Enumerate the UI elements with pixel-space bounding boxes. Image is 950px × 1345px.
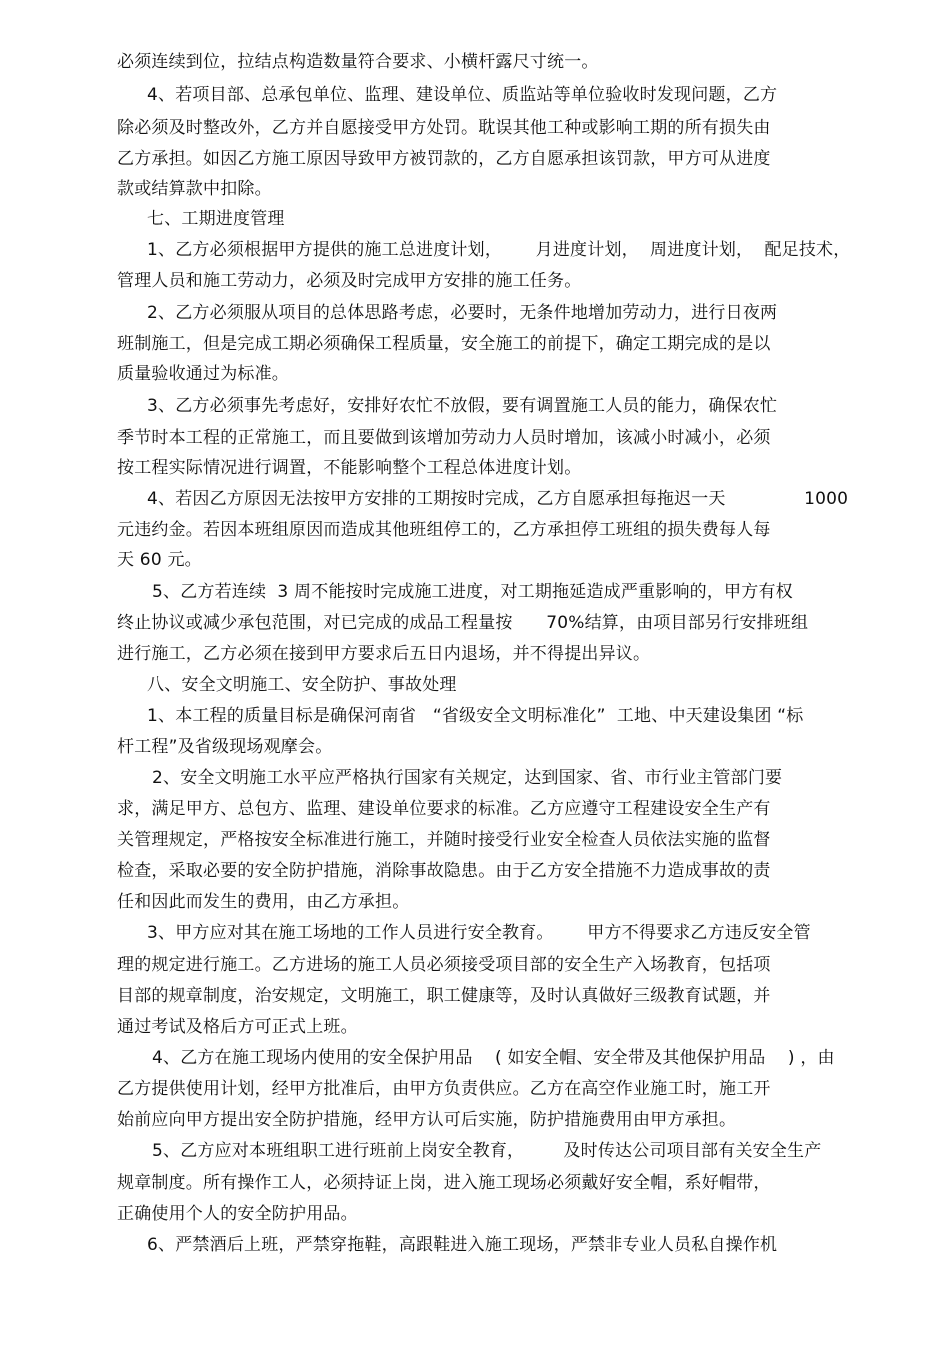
text-line: 检查，采取必要的安全防护措施，消除事故隐患。由于乙方安全措施不力造成事故的责 [117, 861, 771, 881]
text-line: 天 60 元。 [117, 550, 202, 570]
paragraph-start: 6、严禁酒后上班，严禁穿拖鞋，高跟鞋进入施工现场，严禁非专业人员私自操作机 [147, 1235, 778, 1255]
paragraph-start: 3、甲方应对其在施工场地的工作人员进行安全教育。 甲方不得要求乙方违反安全管 [147, 923, 811, 943]
text-line: 乙方提供使用计划，经甲方批准后，由甲方负责供应。乙方在高空作业施工时，施工开 [117, 1079, 771, 1099]
text-line: 班制施工，但是完成工期必须确保工程质量，安全施工的前提下，确定工期完成的是以 [117, 334, 771, 354]
text-line: 按工程实际情况进行调置，不能影响整个工程总体进度计划。 [117, 458, 582, 478]
section-heading: 七、工期进度管理 [147, 209, 285, 229]
text-line: 任和因此而发生的费用，由乙方承担。 [117, 892, 410, 912]
text-line: 除必须及时整改外，乙方并自愿接受甲方处罚。耽误其他工种或影响工期的所有损失由 [117, 118, 771, 138]
text-line: 关管理规定，严格按安全标准进行施工，并随时接受行业安全检查人员依法实施的监督 [117, 830, 771, 850]
text-line: 元违约金。若因本班组原因而造成其他班组停工的，乙方承担停工班组的损失费每人每 [117, 520, 771, 540]
paragraph-start: 4、若项目部、总承包单位、监理、建设单位、质监站等单位验收时发现问题，乙方 [147, 85, 778, 105]
text-line: 目部的规章制度，治安规定，文明施工，职工健康等，及时认真做好三级教育试题，并 [117, 986, 771, 1006]
paragraph-start: 1、乙方必须根据甲方提供的施工总进度计划， 月进度计划， 周进度计划， 配足技术， [147, 240, 851, 260]
text-line: 正确使用个人的安全防护用品。 [117, 1204, 358, 1224]
paragraph-start: 4、若因乙方原因无法按甲方安排的工期按时完成，乙方自愿承担每拖迟一天 1000 [147, 489, 849, 509]
text-line: 季节时本工程的正常施工，而且要做到该增加劳动力人员时增加，该减小时减小，必须 [117, 428, 771, 448]
text-line: 乙方承担。如因乙方施工原因导致甲方被罚款的，乙方自愿承担该罚款，甲方可从进度 [117, 149, 771, 169]
paragraph-start: 4、乙方在施工现场内使用的安全保护用品 ( 如安全帽、安全带及其他保护用品 ) ，由 [152, 1048, 835, 1068]
section-heading: 八、安全文明施工、安全防护、事故处理 [147, 675, 457, 695]
paragraph-start: 1、本工程的质量目标是确保河南省 “省级安全文明标准化” 工地、中天建设集团 “标 [147, 706, 804, 726]
paragraph-start: 5、乙方若连续 3 周不能按时完成施工进度，对工期拖延造成严重影响的，甲方有权 [152, 582, 793, 602]
text-line: 杆工程”及省级现场观摩会。 [117, 737, 333, 757]
paragraph-start: 5、乙方应对本班组职工进行班前上岗安全教育， 及时传达公司项目部有关安全生产 [152, 1141, 822, 1161]
text-line: 管理人员和施工劳动力，必须及时完成甲方安排的施工任务。 [117, 271, 582, 291]
text-line: 质量验收通过为标准。 [117, 364, 289, 384]
text-line: 始前应向甲方提出安全防护措施，经甲方认可后实施，防护措施费用由甲方承担。 [117, 1110, 737, 1130]
text-line: 款或结算款中扣除。 [117, 179, 272, 199]
text-line: 终止协议或减少承包范围，对已完成的成品工程量按 70%结算，由项目部另行安排班组 [117, 613, 809, 633]
text-line: 通过考试及格后方可正式上班。 [117, 1017, 358, 1037]
paragraph-start: 2、安全文明施工水平应严格执行国家有关规定，达到国家、省、市行业主管部门要 [152, 768, 783, 788]
text-line: 规章制度。所有操作工人，必须持证上岗，进入施工现场必须戴好安全帽，系好帽带， [117, 1173, 771, 1193]
text-line: 理的规定进行施工。乙方进场的施工人员必须接受项目部的安全生产入场教育，包括项 [117, 955, 771, 975]
text-line: 进行施工，乙方必须在接到甲方要求后五日内退场，并不得提出异议。 [117, 644, 651, 664]
text-line: 必须连续到位，拉结点构造数量符合要求、小横杆露尺寸统一。 [117, 52, 599, 72]
text-line: 求，满足甲方、总包方、监理、建设单位要求的标准。乙方应遵守工程建设安全生产有 [117, 799, 771, 819]
paragraph-start: 2、乙方必须服从项目的总体思路考虑，必要时，无条件地增加劳动力，进行日夜两 [147, 303, 778, 323]
paragraph-start: 3、乙方必须事先考虑好，安排好农忙不放假，要有调置施工人员的能力，确保农忙 [147, 396, 778, 416]
